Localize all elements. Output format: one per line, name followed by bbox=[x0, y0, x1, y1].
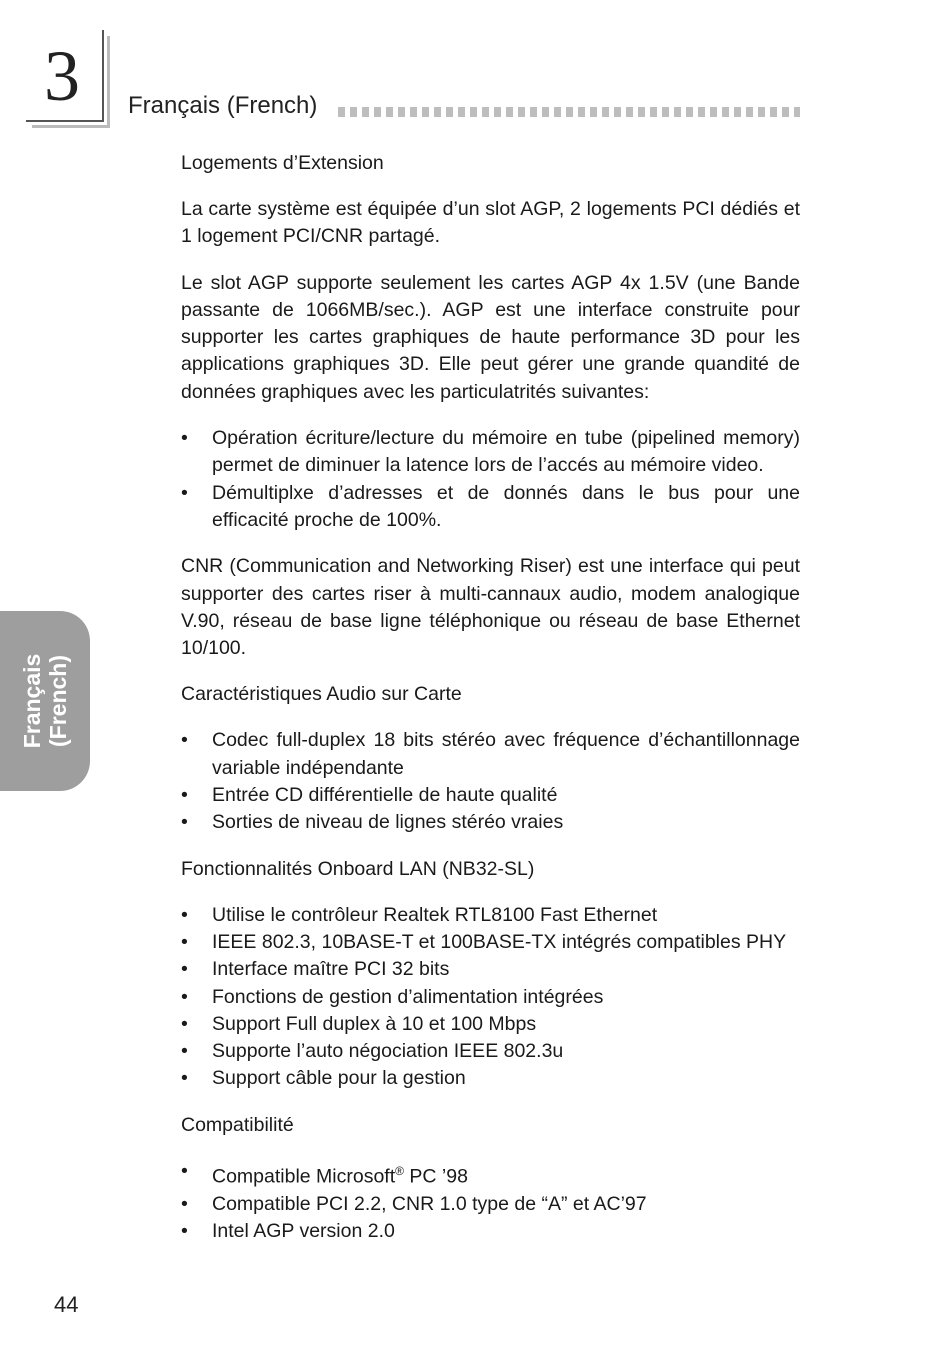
side-tab-line-2: (French) bbox=[45, 655, 71, 748]
main-content bbox=[181, 150, 800, 1264]
list-item: • Compatible PCI 2.2, CNR 1.0 type de “A” et AC’97 bbox=[181, 1191, 800, 1218]
paragraph: Le slot AGP supporte seulement les cartes AGP 4x 1.5V (une Bande passante de 1066MB/sec.). AGP est une interface construite pour supporter les cartes graphiques de haute performance 3D pour les applications graphiques 3D. Elle peut gérer une grande quandité de données graphiques avec les particulatrités suivantes: bbox=[181, 271, 800, 403]
section-heading-expansion: Logements d’Extension bbox=[181, 152, 384, 174]
list-item: • Support câble pour la gestion bbox=[181, 1065, 800, 1092]
side-tab-label bbox=[19, 654, 71, 749]
list-item: • Fonctions de gestion d’alimentation intégrées bbox=[181, 984, 800, 1011]
section-heading-compat: Compatibilité bbox=[181, 1113, 294, 1136]
chapter-number: 3 bbox=[44, 36, 80, 116]
list-item: • Sorties de niveau de lignes stéréo vraies bbox=[181, 809, 800, 836]
paragraph: La carte système est équipée d’un slot AGP, 2 logements PCI dédiés et 1 logement PCI/CNR partagé. bbox=[181, 198, 800, 248]
section-heading-lan: Fonctionnalités Onboard LAN (NB32-SL) bbox=[181, 857, 535, 880]
side-tab-line-1: Français bbox=[19, 653, 45, 749]
list-item: • Utilise le contrôleur Realtek RTL8100 Fast Ethernet bbox=[181, 902, 800, 929]
list-item: • IEEE 802.3, 10BASE-T et 100BASE-TX intégrés compatibles PHY bbox=[181, 929, 800, 956]
bullet-list bbox=[181, 727, 800, 836]
list-item-text: Compatible Microsoft bbox=[212, 1165, 396, 1188]
bullet-list bbox=[181, 425, 800, 534]
list-item: • Codec full-duplex 18 bits stéréo avec fréquence d’échantillonnage variable indépendante bbox=[181, 727, 800, 782]
section-heading-audio: Caractéristiques Audio sur Carte bbox=[181, 683, 462, 706]
list-item bbox=[181, 1158, 800, 1191]
bullet-list bbox=[181, 1158, 800, 1245]
page-title: Français (French) bbox=[128, 92, 318, 119]
page-number: 44 bbox=[54, 1292, 79, 1317]
list-item-text: PC ’98 bbox=[404, 1165, 468, 1188]
list-item: • Opération écriture/lecture du mémoire en tube (pipelined memory) permet de diminuer la latence lors de l’accés au mémoire video. bbox=[181, 425, 800, 480]
paragraph: CNR (Communication and Networking Riser) est une interface qui peut supporter des cartes riser à multi-cannaux audio, modem analogique V.90, réseau de base ligne téléphonique ou réseau de base Ethernet 10/100. bbox=[181, 555, 800, 660]
list-item: • Interface maître PCI 32 bits bbox=[181, 956, 800, 983]
header-dotted-rule bbox=[338, 107, 800, 117]
list-item: • Démultiplxe d’adresses et de donnés dans le bus pour une efficacité proche de 100%. bbox=[181, 480, 800, 535]
list-item: • Entrée CD différentielle de haute qualité bbox=[181, 782, 800, 809]
list-item: • Intel AGP version 2.0 bbox=[181, 1218, 800, 1245]
list-item: • Supporte l’auto négociation IEEE 802.3u bbox=[181, 1038, 800, 1065]
language-side-tab bbox=[0, 611, 90, 791]
chapter-box bbox=[26, 30, 104, 122]
list-item: • Support Full duplex à 10 et 100 Mbps bbox=[181, 1011, 800, 1038]
bullet-list bbox=[181, 902, 800, 1093]
registered-mark: ® bbox=[395, 1163, 404, 1178]
